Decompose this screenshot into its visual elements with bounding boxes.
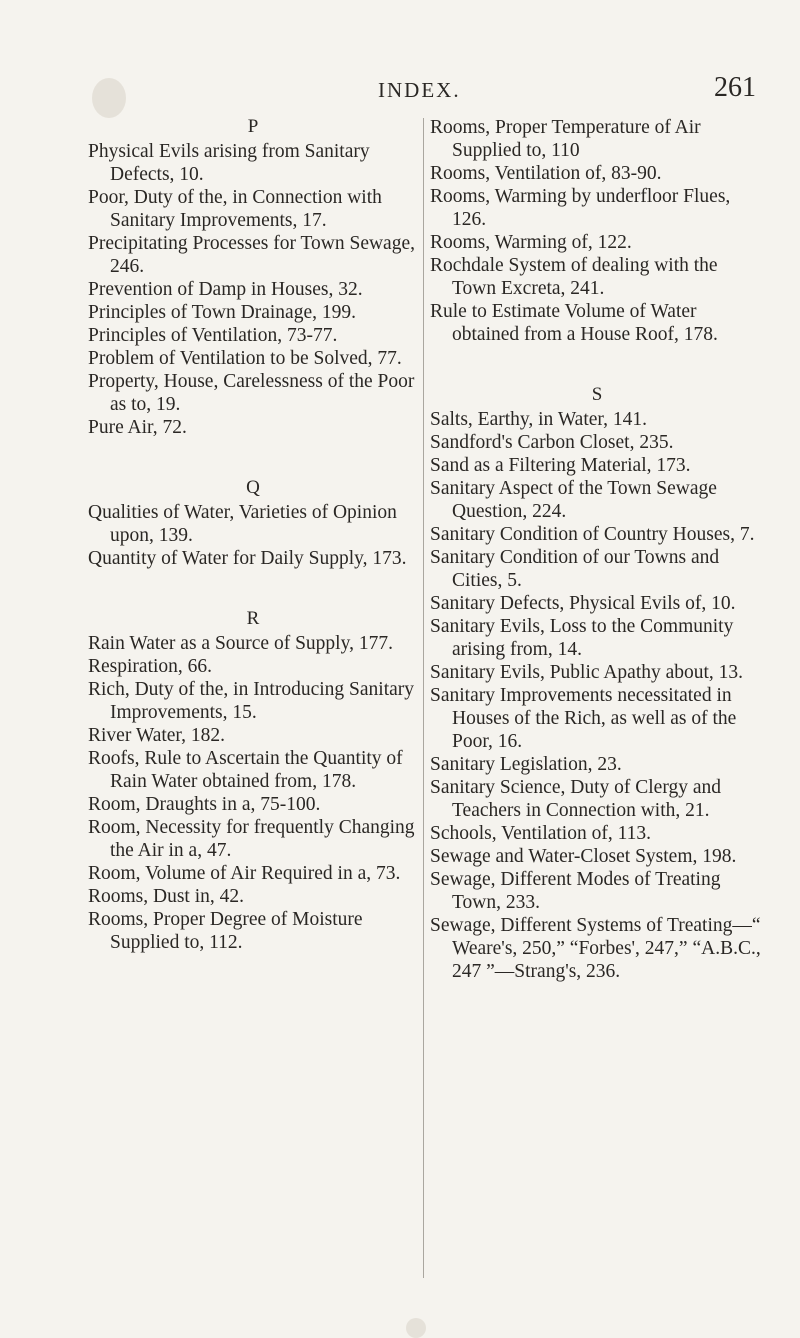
index-entry: Rule to Estimate Volume of Water obtained from a House Roof, 178. (430, 301, 718, 345)
paper-stain (406, 1318, 426, 1338)
index-list-r (88, 632, 418, 954)
section-gap (88, 570, 418, 602)
index-entry: Rain Water as a Source of Supply, 177. (88, 633, 393, 654)
index-entry: Rochdale System of dealing with the Town Excreta, 241. (430, 255, 718, 299)
index-entry: Problem of Ventilation to be Solved, 77. (88, 348, 402, 369)
index-entry: Quantity of Water for Daily Supply, 173. (88, 548, 407, 569)
section-letter-q: Q (246, 477, 260, 498)
index-entry: Salts, Earthy, in Water, 141. (430, 409, 647, 430)
index-entry: Sanitary Defects, Physical Evils of, 10. (430, 593, 736, 614)
index-column-left (88, 110, 418, 954)
index-entry: Physical Evils arising from Sanitary Defects, 10. (88, 141, 370, 185)
column-divider (423, 118, 424, 1278)
index-entry: Principles of Town Drainage, 199. (88, 302, 356, 323)
running-head: INDEX. (378, 78, 461, 102)
index-entry: Sanitary Science, Duty of Clergy and Teachers in Connection with, 21. (430, 777, 721, 821)
index-entry: River Water, 182. (88, 725, 226, 746)
index-entry: Qualities of Water, Varieties of Opinion upon, 139. (88, 502, 397, 546)
index-entry: Rooms, Warming by underfloor Flues, 126. (430, 186, 731, 230)
index-entry: Sanitary Evils, Public Apathy about, 13. (430, 662, 744, 683)
index-entry: Sanitary Condition of our Towns and Cities, 5. (430, 547, 720, 591)
index-entry: Rich, Duty of the, in Introducing Sanitary Improvements, 15. (88, 679, 415, 723)
index-entry: Rooms, Ventilation of, 83-90. (430, 163, 662, 184)
index-entry: Sewage, Different Systems of Treating—“ Weare's, 250,” “Forbes', 247,” “A.B.C., 247 ”—Strang's, 236. (430, 915, 761, 982)
index-entry: Rooms, Proper Degree of Moisture Supplied to, 112. (88, 909, 363, 953)
index-entry: Schools, Ventilation of, 113. (430, 823, 651, 844)
index-entry: Sanitary Evils, Loss to the Community arising from, 14. (430, 616, 734, 660)
section-letter-s: S (591, 384, 603, 405)
section-gap (430, 346, 764, 378)
index-entry: Rooms, Warming of, 122. (430, 232, 632, 253)
index-list-q (88, 501, 418, 570)
section-letter-p: P (247, 116, 259, 137)
index-entry: Sanitary Improvements necessitated in Houses of the Rich, as well as of the Poor, 16. (430, 685, 737, 752)
index-entry: Room, Necessity for frequently Changing the Air in a, 47. (88, 817, 415, 861)
index-entry: Pure Air, 72. (88, 417, 187, 438)
index-entry: Respiration, 66. (88, 656, 213, 677)
index-list-s (430, 408, 764, 983)
index-entry: Principles of Ventilation, 73-77. (88, 325, 338, 346)
index-entry: Sewage and Water-Closet System, 198. (430, 846, 737, 867)
index-entry: Poor, Duty of the, in Connection with Sanitary Improvements, 17. (88, 187, 382, 231)
index-entry: Sanitary Condition of Country Houses, 7. (430, 524, 755, 545)
index-entry: Property, House, Carelessness of the Poor as to, 19. (88, 371, 415, 415)
section-letter-r: R (246, 608, 260, 629)
index-list-p (88, 140, 418, 439)
index-entry: Precipitating Processes for Town Sewage, 246. (88, 233, 415, 277)
index-entry: Roofs, Rule to Ascertain the Quantity of Rain Water obtained from, 178. (88, 748, 403, 792)
index-list-r-continued (430, 116, 764, 346)
index-entry: Sewage, Different Modes of Treating Town, 233. (430, 869, 721, 913)
index-entry: Room, Volume of Air Required in a, 73. (88, 863, 401, 884)
section-gap (88, 439, 418, 471)
index-entry: Sandford's Carbon Closet, 235. (430, 432, 674, 453)
index-column-right (430, 110, 764, 983)
index-entry: Rooms, Dust in, 42. (88, 886, 245, 907)
index-entry: Rooms, Proper Temperature of Air Supplied to, 110 (430, 117, 701, 161)
index-entry: Sanitary Aspect of the Town Sewage Question, 224. (430, 478, 717, 522)
index-entry: Room, Draughts in a, 75-100. (88, 794, 321, 815)
index-entry: Prevention of Damp in Houses, 32. (88, 279, 363, 300)
index-entry: Sand as a Filtering Material, 173. (430, 455, 691, 476)
index-entry: Sanitary Legislation, 23. (430, 754, 622, 775)
page-number: 261 (714, 72, 756, 103)
